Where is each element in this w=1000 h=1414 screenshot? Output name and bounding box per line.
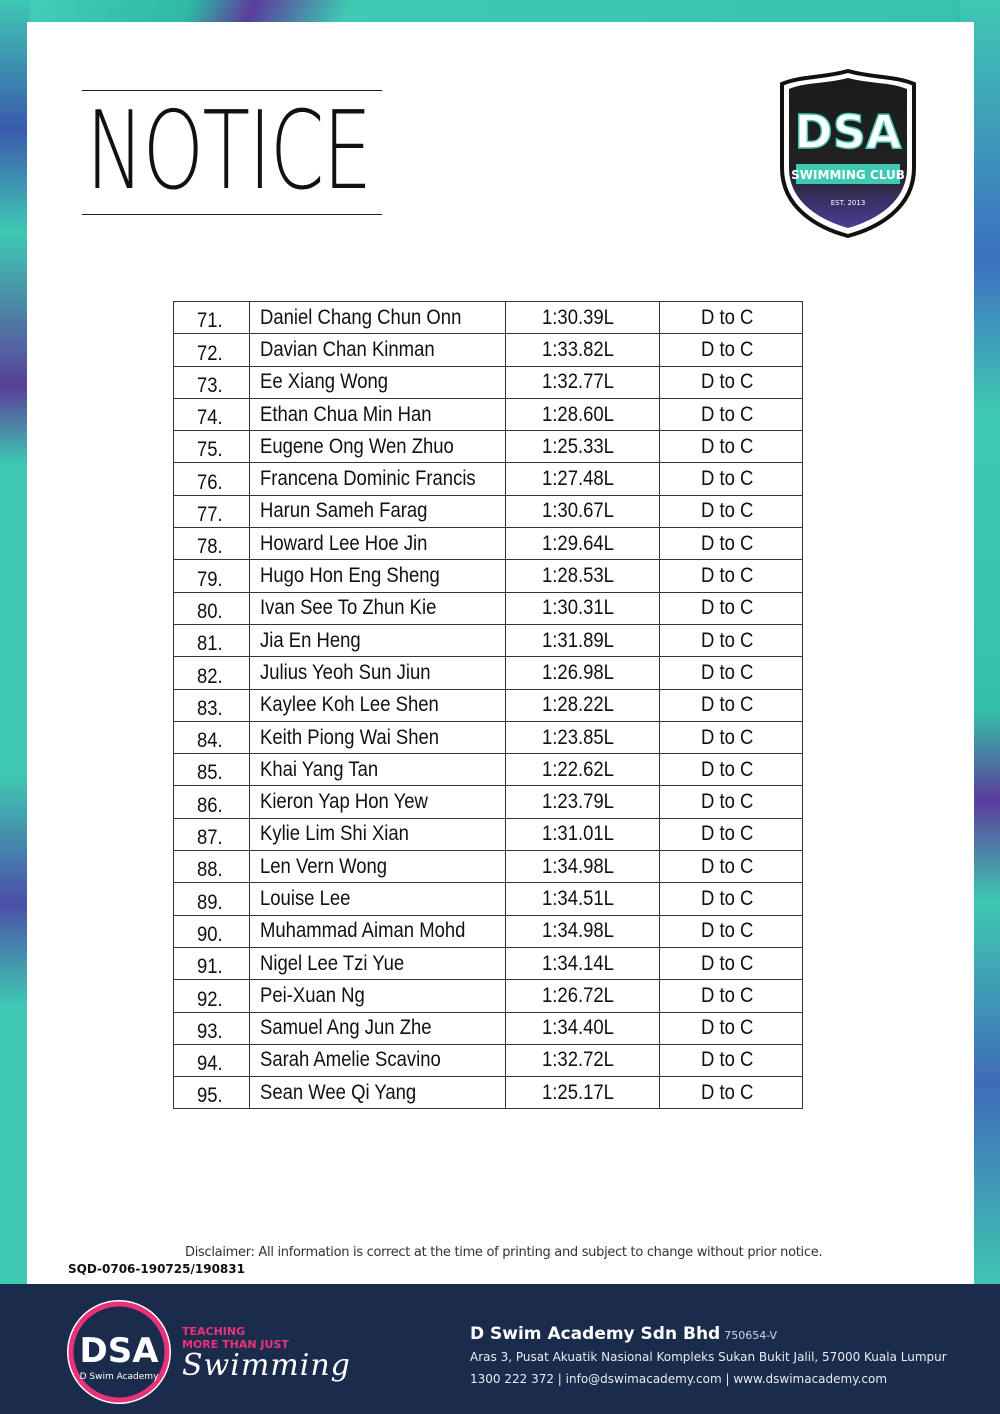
disclaimer: Disclaimer: All information is correct at the time of printing and subject to change without prior notice. xyxy=(185,1245,823,1260)
company-reg-no: 750654-V xyxy=(724,1329,778,1342)
row-number: 71. xyxy=(196,309,223,333)
table-row xyxy=(174,947,803,979)
swimmer-name-cell xyxy=(250,980,506,1012)
table-row xyxy=(174,1077,803,1109)
swim-time: 1:34.98L xyxy=(541,854,614,878)
swim-time-cell xyxy=(506,851,660,883)
swim-time-cell xyxy=(506,786,660,818)
row-number: 91. xyxy=(196,955,223,979)
swim-time-cell xyxy=(506,915,660,947)
table-row xyxy=(174,689,803,721)
swim-time: 1:23.79L xyxy=(541,790,614,814)
row-number: 88. xyxy=(196,858,223,882)
swimmer-name: Eugene Ong Wen Zhuo xyxy=(260,434,454,458)
company-address: Aras 3, Pusat Akuatik Nasional Kompleks Sukan Bukit Jalil, 57000 Kuala Lumpur xyxy=(470,1350,947,1364)
row-number: 85. xyxy=(196,761,223,785)
swim-time: 1:25.17L xyxy=(541,1080,614,1104)
tagline-teaching: TEACHING xyxy=(182,1325,246,1338)
grade-change-cell xyxy=(660,366,803,398)
grade-change-cell xyxy=(660,980,803,1012)
grade-change: D to C xyxy=(701,822,754,846)
swimmer-name-cell xyxy=(250,915,506,947)
grade-change: D to C xyxy=(701,467,754,491)
swim-time-cell xyxy=(506,560,660,592)
swim-time-cell xyxy=(506,721,660,753)
grade-change-cell xyxy=(660,431,803,463)
row-number-cell xyxy=(174,592,250,624)
swimmer-name: Julius Yeoh Sun Jiun xyxy=(260,660,431,684)
table-row xyxy=(174,1012,803,1044)
swim-time: 1:33.82L xyxy=(541,337,614,361)
table-row xyxy=(174,915,803,947)
grade-change-cell xyxy=(660,818,803,850)
swimmer-name: Ethan Chua Min Han xyxy=(260,402,432,426)
swimmer-name: Louise Lee xyxy=(260,886,351,910)
swim-time-cell xyxy=(506,980,660,1012)
grade-change-cell xyxy=(660,1077,803,1109)
row-number-cell xyxy=(174,560,250,592)
swim-time: 1:30.39L xyxy=(541,305,614,329)
grade-change-cell xyxy=(660,657,803,689)
row-number: 76. xyxy=(196,470,223,494)
swimmer-name: Daniel Chang Chun Onn xyxy=(260,305,462,329)
swim-time-cell xyxy=(506,624,660,656)
swimmer-name: Sarah Amelie Scavino xyxy=(260,1048,441,1072)
grade-change: D to C xyxy=(701,919,754,943)
table-row xyxy=(174,398,803,430)
dsa-swimming-club-crest xyxy=(778,68,918,238)
grade-change-cell xyxy=(660,560,803,592)
swim-time-cell xyxy=(506,592,660,624)
tagline-script: Swimming xyxy=(182,1348,351,1383)
row-number-cell xyxy=(174,334,250,366)
table-row xyxy=(174,754,803,786)
row-number: 73. xyxy=(196,373,223,397)
swimmer-name: Kaylee Koh Lee Shen xyxy=(260,693,439,717)
swim-time: 1:22.62L xyxy=(541,757,614,781)
row-number-cell xyxy=(174,786,250,818)
grade-change-cell xyxy=(660,947,803,979)
swimmer-name: Ivan See To Zhun Kie xyxy=(260,596,437,620)
grade-change-cell xyxy=(660,851,803,883)
swim-time-cell xyxy=(506,947,660,979)
swimmer-name: Len Vern Wong xyxy=(260,854,388,878)
row-number: 82. xyxy=(196,664,223,688)
swimmer-name: Kylie Lim Shi Xian xyxy=(260,822,409,846)
row-number: 74. xyxy=(196,406,223,430)
grade-change-cell xyxy=(660,302,803,334)
grade-change: D to C xyxy=(701,531,754,555)
swimmer-name-cell xyxy=(250,883,506,915)
swimmer-name: Hugo Hon Eng Sheng xyxy=(260,564,440,588)
swimmer-name-cell xyxy=(250,721,506,753)
swimmer-name: Davian Chan Kinman xyxy=(260,337,435,361)
grade-change: D to C xyxy=(701,886,754,910)
swim-time-cell xyxy=(506,657,660,689)
row-number-cell xyxy=(174,754,250,786)
swim-time: 1:30.31L xyxy=(541,596,614,620)
grade-change: D to C xyxy=(701,499,754,523)
row-number: 75. xyxy=(196,438,223,462)
grade-change: D to C xyxy=(701,434,754,458)
background-paint-left xyxy=(0,0,30,1290)
grade-change: D to C xyxy=(701,693,754,717)
swim-time: 1:25.33L xyxy=(541,434,614,458)
footer-logo-sub: D Swim Academy xyxy=(79,1372,159,1382)
swimmer-name: Nigel Lee Tzi Yue xyxy=(260,951,405,975)
crest-est: EST. 2013 xyxy=(830,199,866,207)
grade-change: D to C xyxy=(701,790,754,814)
swimmer-name-cell xyxy=(250,754,506,786)
row-number-cell xyxy=(174,398,250,430)
row-number: 80. xyxy=(196,599,223,623)
company-name-text: D Swim Academy Sdn Bhd xyxy=(470,1324,721,1344)
row-number-cell xyxy=(174,915,250,947)
row-number: 84. xyxy=(196,729,223,753)
grade-change-cell xyxy=(660,915,803,947)
swimmer-name-cell xyxy=(250,689,506,721)
swim-time: 1:28.22L xyxy=(541,693,614,717)
row-number-cell xyxy=(174,883,250,915)
swim-time: 1:28.60L xyxy=(541,402,614,426)
grade-change-cell xyxy=(660,1044,803,1076)
table-row xyxy=(174,818,803,850)
swimmer-name: Khai Yang Tan xyxy=(260,757,379,781)
grade-change-cell xyxy=(660,883,803,915)
grade-change: D to C xyxy=(701,1080,754,1104)
grade-change-cell xyxy=(660,754,803,786)
swim-time: 1:29.64L xyxy=(541,531,614,555)
swimmer-name: Pei-Xuan Ng xyxy=(260,983,365,1007)
swimmer-name-cell xyxy=(250,592,506,624)
row-number-cell xyxy=(174,366,250,398)
row-number: 83. xyxy=(196,696,223,720)
grade-change-cell xyxy=(660,495,803,527)
row-number: 86. xyxy=(196,793,223,817)
swimmer-name-cell xyxy=(250,947,506,979)
row-number-cell xyxy=(174,947,250,979)
swim-time: 1:32.77L xyxy=(541,370,614,394)
swim-time-cell xyxy=(506,302,660,334)
row-number-cell xyxy=(174,463,250,495)
footer-logo-text: DSA xyxy=(79,1331,159,1371)
grade-change-cell xyxy=(660,786,803,818)
swim-time: 1:31.01L xyxy=(541,822,614,846)
page-title xyxy=(82,90,382,215)
row-number-cell xyxy=(174,1044,250,1076)
dsa-academy-logo xyxy=(64,1297,174,1407)
swimmer-name-cell xyxy=(250,1044,506,1076)
row-number: 79. xyxy=(196,567,223,591)
row-number-cell xyxy=(174,302,250,334)
table-row xyxy=(174,980,803,1012)
swim-time-cell xyxy=(506,431,660,463)
swimmer-name-cell xyxy=(250,560,506,592)
swimmer-name: Muhammad Aiman Mohd xyxy=(260,919,466,943)
swim-time-cell xyxy=(506,818,660,850)
grade-change-cell xyxy=(660,1012,803,1044)
swimmer-name-cell xyxy=(250,431,506,463)
table-row xyxy=(174,1044,803,1076)
swim-time-cell xyxy=(506,334,660,366)
row-number: 78. xyxy=(196,535,223,559)
crest-name: DSA xyxy=(794,105,902,159)
table-row xyxy=(174,624,803,656)
grade-change: D to C xyxy=(701,757,754,781)
swimmer-name: Kieron Yap Hon Yew xyxy=(260,790,428,814)
grade-change: D to C xyxy=(701,370,754,394)
row-number: 95. xyxy=(196,1084,223,1108)
swim-time: 1:26.98L xyxy=(541,660,614,684)
swim-time: 1:34.98L xyxy=(541,919,614,943)
table-row xyxy=(174,883,803,915)
swimmer-name-cell xyxy=(250,818,506,850)
row-number-cell xyxy=(174,689,250,721)
swim-time-cell xyxy=(506,463,660,495)
grade-change: D to C xyxy=(701,951,754,975)
swimmer-name-cell xyxy=(250,398,506,430)
grade-change: D to C xyxy=(701,305,754,329)
results-table xyxy=(173,301,803,1109)
row-number: 93. xyxy=(196,1019,223,1043)
row-number-cell xyxy=(174,721,250,753)
swim-time-cell xyxy=(506,398,660,430)
swim-time-cell xyxy=(506,689,660,721)
swimmer-name-cell xyxy=(250,495,506,527)
swim-time-cell xyxy=(506,528,660,560)
swimmer-name-cell xyxy=(250,528,506,560)
swimmer-name-cell xyxy=(250,1077,506,1109)
swimmer-name-cell xyxy=(250,786,506,818)
table-row xyxy=(174,786,803,818)
company-name xyxy=(470,1324,777,1344)
swim-time: 1:34.14L xyxy=(541,951,614,975)
row-number-cell xyxy=(174,657,250,689)
swim-time-cell xyxy=(506,1044,660,1076)
swimmer-name: Jia En Heng xyxy=(260,628,361,652)
row-number: 92. xyxy=(196,987,223,1011)
grade-change: D to C xyxy=(701,1016,754,1040)
swim-time-cell xyxy=(506,366,660,398)
row-number-cell xyxy=(174,818,250,850)
row-number-cell xyxy=(174,980,250,1012)
row-number: 72. xyxy=(196,341,223,365)
row-number: 89. xyxy=(196,890,223,914)
swimmer-name-cell xyxy=(250,302,506,334)
swimmer-name-cell xyxy=(250,334,506,366)
grade-change-cell xyxy=(660,398,803,430)
grade-change: D to C xyxy=(701,854,754,878)
row-number: 94. xyxy=(196,1052,223,1076)
table-row xyxy=(174,334,803,366)
table-row xyxy=(174,721,803,753)
document-code: SQD-0706-190725/190831 xyxy=(68,1262,245,1276)
grade-change: D to C xyxy=(701,337,754,361)
swimmer-name-cell xyxy=(250,851,506,883)
swim-time: 1:27.48L xyxy=(541,467,614,491)
grade-change: D to C xyxy=(701,564,754,588)
swim-time-cell xyxy=(506,754,660,786)
grade-change: D to C xyxy=(701,660,754,684)
table-row xyxy=(174,463,803,495)
swimmer-name: Sean Wee Qi Yang xyxy=(260,1080,417,1104)
swim-time: 1:30.67L xyxy=(541,499,614,523)
table-row xyxy=(174,657,803,689)
swimmer-name-cell xyxy=(250,624,506,656)
table-row xyxy=(174,528,803,560)
row-number: 77. xyxy=(196,503,223,527)
swimmer-name-cell xyxy=(250,1012,506,1044)
swim-time: 1:28.53L xyxy=(541,564,614,588)
table-row xyxy=(174,560,803,592)
row-number-cell xyxy=(174,528,250,560)
grade-change: D to C xyxy=(701,596,754,620)
swimmer-name: Samuel Ang Jun Zhe xyxy=(260,1016,432,1040)
swimmer-name: Keith Piong Wai Shen xyxy=(260,725,440,749)
tagline-more-than-just: MORE THAN JUST xyxy=(182,1338,289,1351)
row-number-cell xyxy=(174,495,250,527)
swim-time: 1:23.85L xyxy=(541,725,614,749)
table-row xyxy=(174,302,803,334)
grade-change-cell xyxy=(660,592,803,624)
row-number: 81. xyxy=(196,632,223,656)
table-row xyxy=(174,592,803,624)
crest-banner: SWIMMING CLUB xyxy=(791,168,905,182)
grade-change-cell xyxy=(660,689,803,721)
swim-time-cell xyxy=(506,1012,660,1044)
row-number-cell xyxy=(174,1077,250,1109)
grade-change-cell xyxy=(660,528,803,560)
swimmer-name: Francena Dominic Francis xyxy=(260,467,476,491)
swim-time-cell xyxy=(506,1077,660,1109)
grade-change: D to C xyxy=(701,725,754,749)
swim-time: 1:31.89L xyxy=(541,628,614,652)
row-number-cell xyxy=(174,431,250,463)
row-number-cell xyxy=(174,624,250,656)
row-number: 87. xyxy=(196,826,223,850)
grade-change: D to C xyxy=(701,402,754,426)
grade-change-cell xyxy=(660,624,803,656)
table-row xyxy=(174,851,803,883)
swimmer-name: Howard Lee Hoe Jin xyxy=(260,531,428,555)
grade-change-cell xyxy=(660,721,803,753)
grade-change: D to C xyxy=(701,628,754,652)
table-row xyxy=(174,366,803,398)
company-contact: 1300 222 372 | info@dswimacademy.com | www.dswimacademy.com xyxy=(470,1372,888,1386)
table-row xyxy=(174,431,803,463)
page-title-text: NOTICE xyxy=(86,89,371,214)
grade-change: D to C xyxy=(701,983,754,1007)
swim-time: 1:26.72L xyxy=(541,983,614,1007)
swim-time-cell xyxy=(506,495,660,527)
row-number: 90. xyxy=(196,922,223,946)
table-row xyxy=(174,495,803,527)
row-number-cell xyxy=(174,851,250,883)
grade-change-cell xyxy=(660,463,803,495)
row-number-cell xyxy=(174,1012,250,1044)
swim-time: 1:34.51L xyxy=(541,886,614,910)
swim-time: 1:34.40L xyxy=(541,1016,614,1040)
swimmer-name-cell xyxy=(250,463,506,495)
grade-change-cell xyxy=(660,334,803,366)
swimmer-name: Harun Sameh Farag xyxy=(260,499,428,523)
swim-time: 1:32.72L xyxy=(541,1048,614,1072)
swimmer-name: Ee Xiang Wong xyxy=(260,370,389,394)
swimmer-name-cell xyxy=(250,366,506,398)
swim-time-cell xyxy=(506,883,660,915)
grade-change: D to C xyxy=(701,1048,754,1072)
swimmer-name-cell xyxy=(250,657,506,689)
